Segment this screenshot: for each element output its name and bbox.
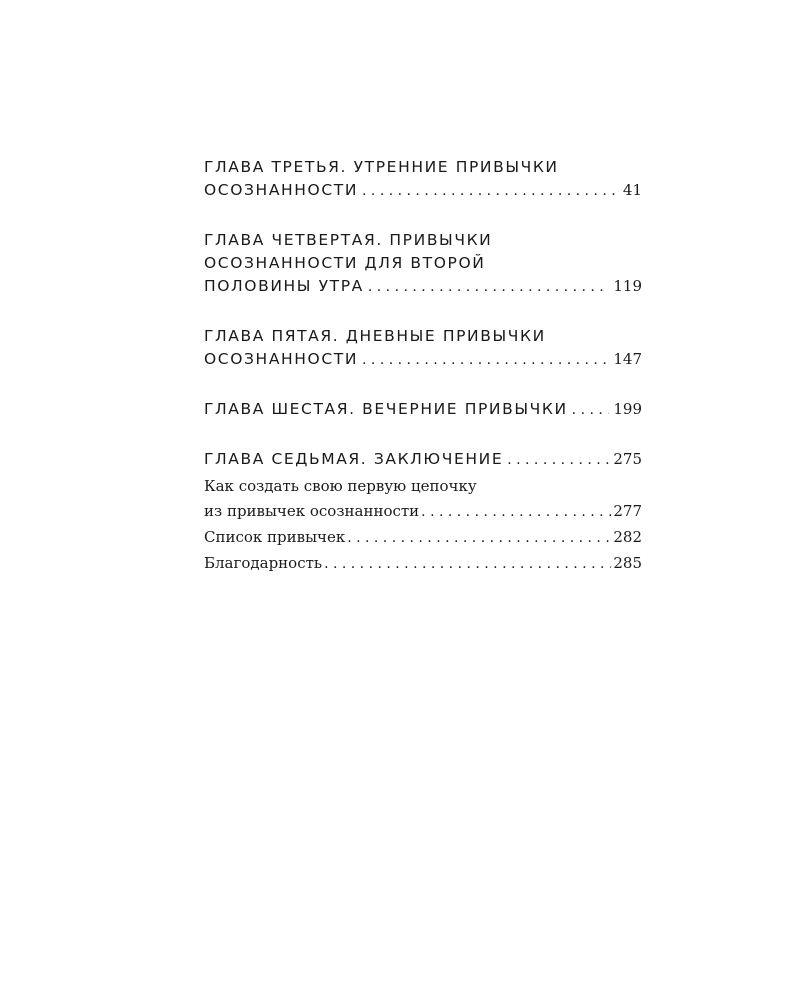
toc-leader-line	[204, 448, 642, 472]
toc-leader-line	[204, 348, 642, 372]
dot-leader	[507, 449, 609, 472]
toc-leader-line	[204, 499, 642, 525]
page-number: 285	[613, 554, 642, 572]
page-number: 277	[613, 502, 642, 520]
toc-title-text: Благодарность	[204, 554, 323, 572]
toc-title-line	[204, 474, 642, 499]
toc-leader-line	[204, 551, 642, 577]
toc-title-text: ПОЛОВИНЫ УТРА	[204, 277, 364, 295]
page-number: 275	[613, 450, 642, 468]
page-number: 147	[613, 350, 642, 368]
toc-title-text: ГЛАВА ПЯТАЯ. ДНЕВНЫЕ ПРИВЫЧКИ	[204, 327, 546, 345]
dot-leader	[362, 180, 619, 203]
toc-entry-chapter-5	[204, 325, 642, 372]
toc-title-text: Список привычек	[204, 528, 346, 546]
dot-leader	[347, 526, 611, 551]
dot-leader	[324, 552, 611, 577]
toc-leader-line	[204, 179, 642, 203]
toc-entry-chapter-3	[204, 156, 642, 203]
toc-leader-line	[204, 398, 642, 422]
toc-title-text: ГЛАВА ЧЕТВЕРТАЯ. ПРИВЫЧКИ	[204, 231, 493, 249]
toc-entry-chapter-7	[204, 448, 642, 577]
page-number: 119	[613, 277, 642, 295]
toc-title-text: ГЛАВА ТРЕТЬЯ. УТРЕННИЕ ПРИВЫЧКИ	[204, 158, 559, 176]
page-number: 199	[613, 400, 642, 418]
toc-title-text: ОСОЗНАННОСТИ	[204, 350, 359, 368]
toc-title-line	[204, 156, 642, 179]
dot-leader	[572, 399, 610, 422]
table-of-contents	[204, 156, 642, 577]
page-number: 41	[622, 181, 642, 199]
dot-leader	[421, 500, 611, 525]
dot-leader	[362, 349, 609, 372]
toc-subentry-habit-list	[204, 525, 642, 551]
toc-title-text: ОСОЗНАННОСТИ ДЛЯ ВТОРОЙ	[204, 254, 486, 272]
toc-subentry-first-chain	[204, 474, 642, 525]
toc-title-text: Как создать свою первую цепочку	[204, 477, 477, 495]
page-number: 282	[613, 528, 642, 546]
toc-entry-chapter-4	[204, 229, 642, 299]
toc-subentry-acknowledgements	[204, 551, 642, 577]
toc-subentries	[204, 474, 642, 577]
toc-title-text: ГЛАВА СЕДЬМАЯ. ЗАКЛЮЧЕНИЕ	[204, 450, 504, 468]
toc-leader-line	[204, 525, 642, 551]
toc-title-line	[204, 252, 642, 275]
toc-title-text: из привычек осознанности	[204, 502, 420, 520]
toc-title-text: ГЛАВА ШЕСТАЯ. ВЕЧЕРНИЕ ПРИВЫЧКИ	[204, 400, 568, 418]
toc-title-line	[204, 325, 642, 348]
toc-title-text: ОСОЗНАННОСТИ	[204, 181, 359, 199]
toc-entry-chapter-6	[204, 398, 642, 422]
toc-title-line	[204, 229, 642, 252]
dot-leader	[368, 276, 609, 299]
toc-leader-line	[204, 275, 642, 299]
